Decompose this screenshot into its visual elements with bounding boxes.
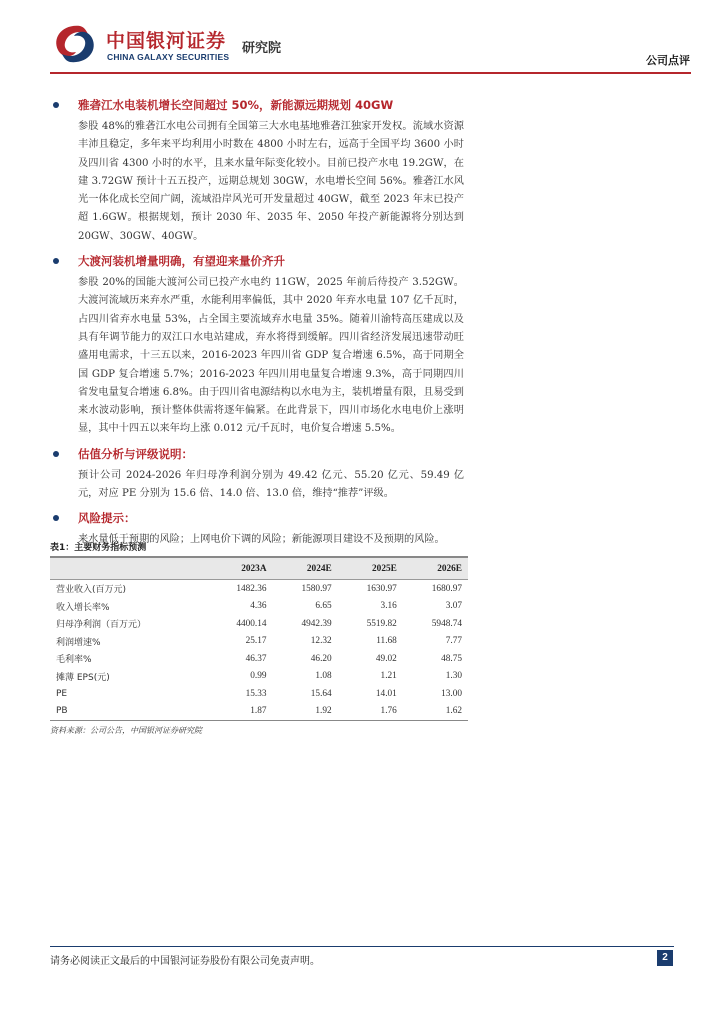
section-title-text: 风险提示： (78, 511, 136, 526)
table-cell: 46.20 (310, 653, 332, 664)
section-paragraph: 来水量低于预期的风险；上网电价下调的风险；新能源项目建设不及预期的风险。 (78, 534, 445, 546)
row-label: PB (50, 703, 207, 721)
table-cell: 5948.74 (431, 618, 462, 629)
table-cell: 46.37 (245, 653, 267, 664)
report-header (50, 20, 690, 68)
table-cell: 13.00 (441, 688, 462, 699)
table-row (50, 615, 468, 633)
table-header-row (50, 557, 468, 580)
bullet-icon (53, 102, 59, 108)
column-header: 2025E (338, 557, 403, 580)
row-label: 摊薄 EPS(元) (56, 672, 110, 683)
table-cell: 1.30 (445, 671, 462, 682)
section-title-text: 估值分析与评级说明： (78, 446, 193, 461)
row-label: 利润增速% (56, 637, 101, 648)
section-title-text: 大渡河装机增量明确，有望迎来量价齐升 (78, 254, 285, 269)
table-cell: 25.17 (245, 636, 267, 647)
galaxy-logo-icon (50, 22, 100, 66)
table-cell: 15.64 (310, 688, 332, 699)
page-number: 2 (657, 950, 673, 966)
footer-disclaimer: 请务必阅读正文最后的中国银河证券股份有限公司免责声明。 (50, 956, 320, 967)
table-cell: 14.01 (375, 688, 397, 699)
table-row (50, 685, 468, 703)
table-source: 资料来源：公司公告，中国银河证券研究院 (50, 726, 202, 735)
table-cell: 1680.97 (431, 583, 462, 594)
table-cell: 1.76 (338, 703, 403, 721)
section-title (50, 445, 691, 463)
table-row (50, 633, 468, 651)
table-cell: 3.07 (445, 601, 462, 612)
header-divider (50, 72, 691, 74)
table-cell: 12.32 (310, 636, 332, 647)
section-yalongjiang (50, 96, 691, 246)
table-cell: 5519.82 (366, 618, 397, 629)
section-paragraph: 参股 20%的国能大渡河公司已投产水电约 11GW，2025 年前后待投产 3.52GW。大渡河流域历来弃水严重，水能利用率偏低，其中 2020 年弃水电量 107 亿千瓦时，占四川省弃水电量 53%，占全国主要流域弃水电量 35%。随着川渝特高压建成以及具有年调节能力的双江口水电站建成，弃水将得到缓解。四川省经济发展迅速带动旺盛用电需求，十三五以来，2016-2023 年四川省 GDP 复合增速 6.5%，高于同期全国 GDP 复合增速 5.7%；2016-2023 年四川用电量复合增速 9.3%，高于同期四川省发电量复合增速 6.8%。由于四川省电源结构以水电为主，装机增量有限，且易受到来水波动影响，预计整体供需将逐年偏紧。在此背景下，四川市场化水电电价上涨明显，其中十四五以来年均上涨 0.012 元/千瓦时，电价复合增速 5.5%。 (78, 277, 464, 435)
table-cell: 15.33 (245, 688, 267, 699)
section-valuation (50, 445, 691, 504)
section-paragraph: 预计公司 2024-2026 年归母净利润分别为 49.42 亿元、55.20 亿元、59.49 亿元，对应 PE 分别为 15.6 倍、14.0 倍、13.0 倍，维持“推荐”评级。 (78, 469, 464, 500)
section-daduhe (50, 252, 691, 439)
bullet-icon (53, 451, 59, 457)
report-type-label: 公司点评 (646, 54, 690, 67)
table-row (50, 703, 468, 721)
bullet-icon (53, 258, 59, 264)
brand-name-en: CHINA GALAXY SECURITIES (107, 52, 230, 62)
column-header (50, 557, 207, 580)
section-title-text: 雅砻江水电装机增长空间超过 50%，新能源远期规划 40GW (78, 98, 394, 112)
section-title (50, 96, 691, 114)
table-cell: 1482.36 (236, 583, 267, 594)
table-row (50, 598, 468, 616)
section-paragraph: 参股 48%的雅砻江水电公司拥有全国第三大水电基地雅砻江独家开发权。流域水资源丰沛且稳定，多年来平均利用小时数在 4800 小时左右，远高于全国平均 3600 小时及四川省 4300 小时的水平，且来水量年际变化较小。目前已投产水电 19.2GW，在建 3.72GW 预计十五五投产，远期总规划 30GW，水电增长空间 56%。雅砻江水风光一体化成长空间广阔，流域沿岸风光可开发量超过 40GW，截至 2023 年末已投产超 1.6GW。根据规划，预计 2030 年、2035 年、2050 年投产新能源将分别达到 20GW、30GW、40GW。 (78, 121, 464, 242)
column-header: 2026E (403, 557, 468, 580)
row-label: 归母净利润（百万元） (56, 620, 147, 631)
row-label: 营业收入(百万元) (56, 585, 127, 596)
institute-label: 研究院 (242, 41, 282, 56)
table-cell: 49.02 (375, 653, 397, 664)
table-cell: 11.68 (376, 636, 397, 647)
table-cell: 1.21 (380, 671, 397, 682)
financial-table (50, 556, 468, 721)
column-header: 2023A (207, 557, 272, 580)
table-cell: 4.36 (250, 601, 267, 612)
table-cell: 48.75 (441, 653, 462, 664)
report-body (50, 96, 691, 556)
table-cell: 1580.97 (301, 583, 332, 594)
row-label: 收入增长率% (56, 602, 110, 613)
table-cell: 1630.97 (366, 583, 397, 594)
row-label: PE (56, 688, 68, 699)
footer-divider (50, 946, 674, 947)
table-cell: 7.77 (445, 636, 462, 647)
table-cell: 6.65 (315, 601, 332, 612)
table-cell: 1.92 (273, 703, 338, 721)
table-cell: 0.99 (250, 671, 267, 682)
section-title (50, 252, 691, 270)
table-cell: 4400.14 (236, 618, 267, 629)
table-row (50, 650, 468, 668)
table-caption: 表1：主要财务指标预测 (50, 543, 147, 553)
column-header: 2024E (273, 557, 338, 580)
brand-name-cn: 中国银河证券 (106, 30, 227, 52)
table-cell: 1.87 (207, 703, 272, 721)
table-cell: 1.62 (403, 703, 468, 721)
table-row (50, 580, 468, 598)
section-title (50, 509, 691, 527)
table-cell: 3.16 (380, 601, 397, 612)
table-cell: 1.08 (315, 671, 332, 682)
row-label: 毛利率% (56, 655, 92, 666)
financial-forecast-table (50, 540, 470, 736)
table-row (50, 668, 468, 686)
bullet-icon (53, 515, 59, 521)
table-cell: 4942.39 (301, 618, 332, 629)
